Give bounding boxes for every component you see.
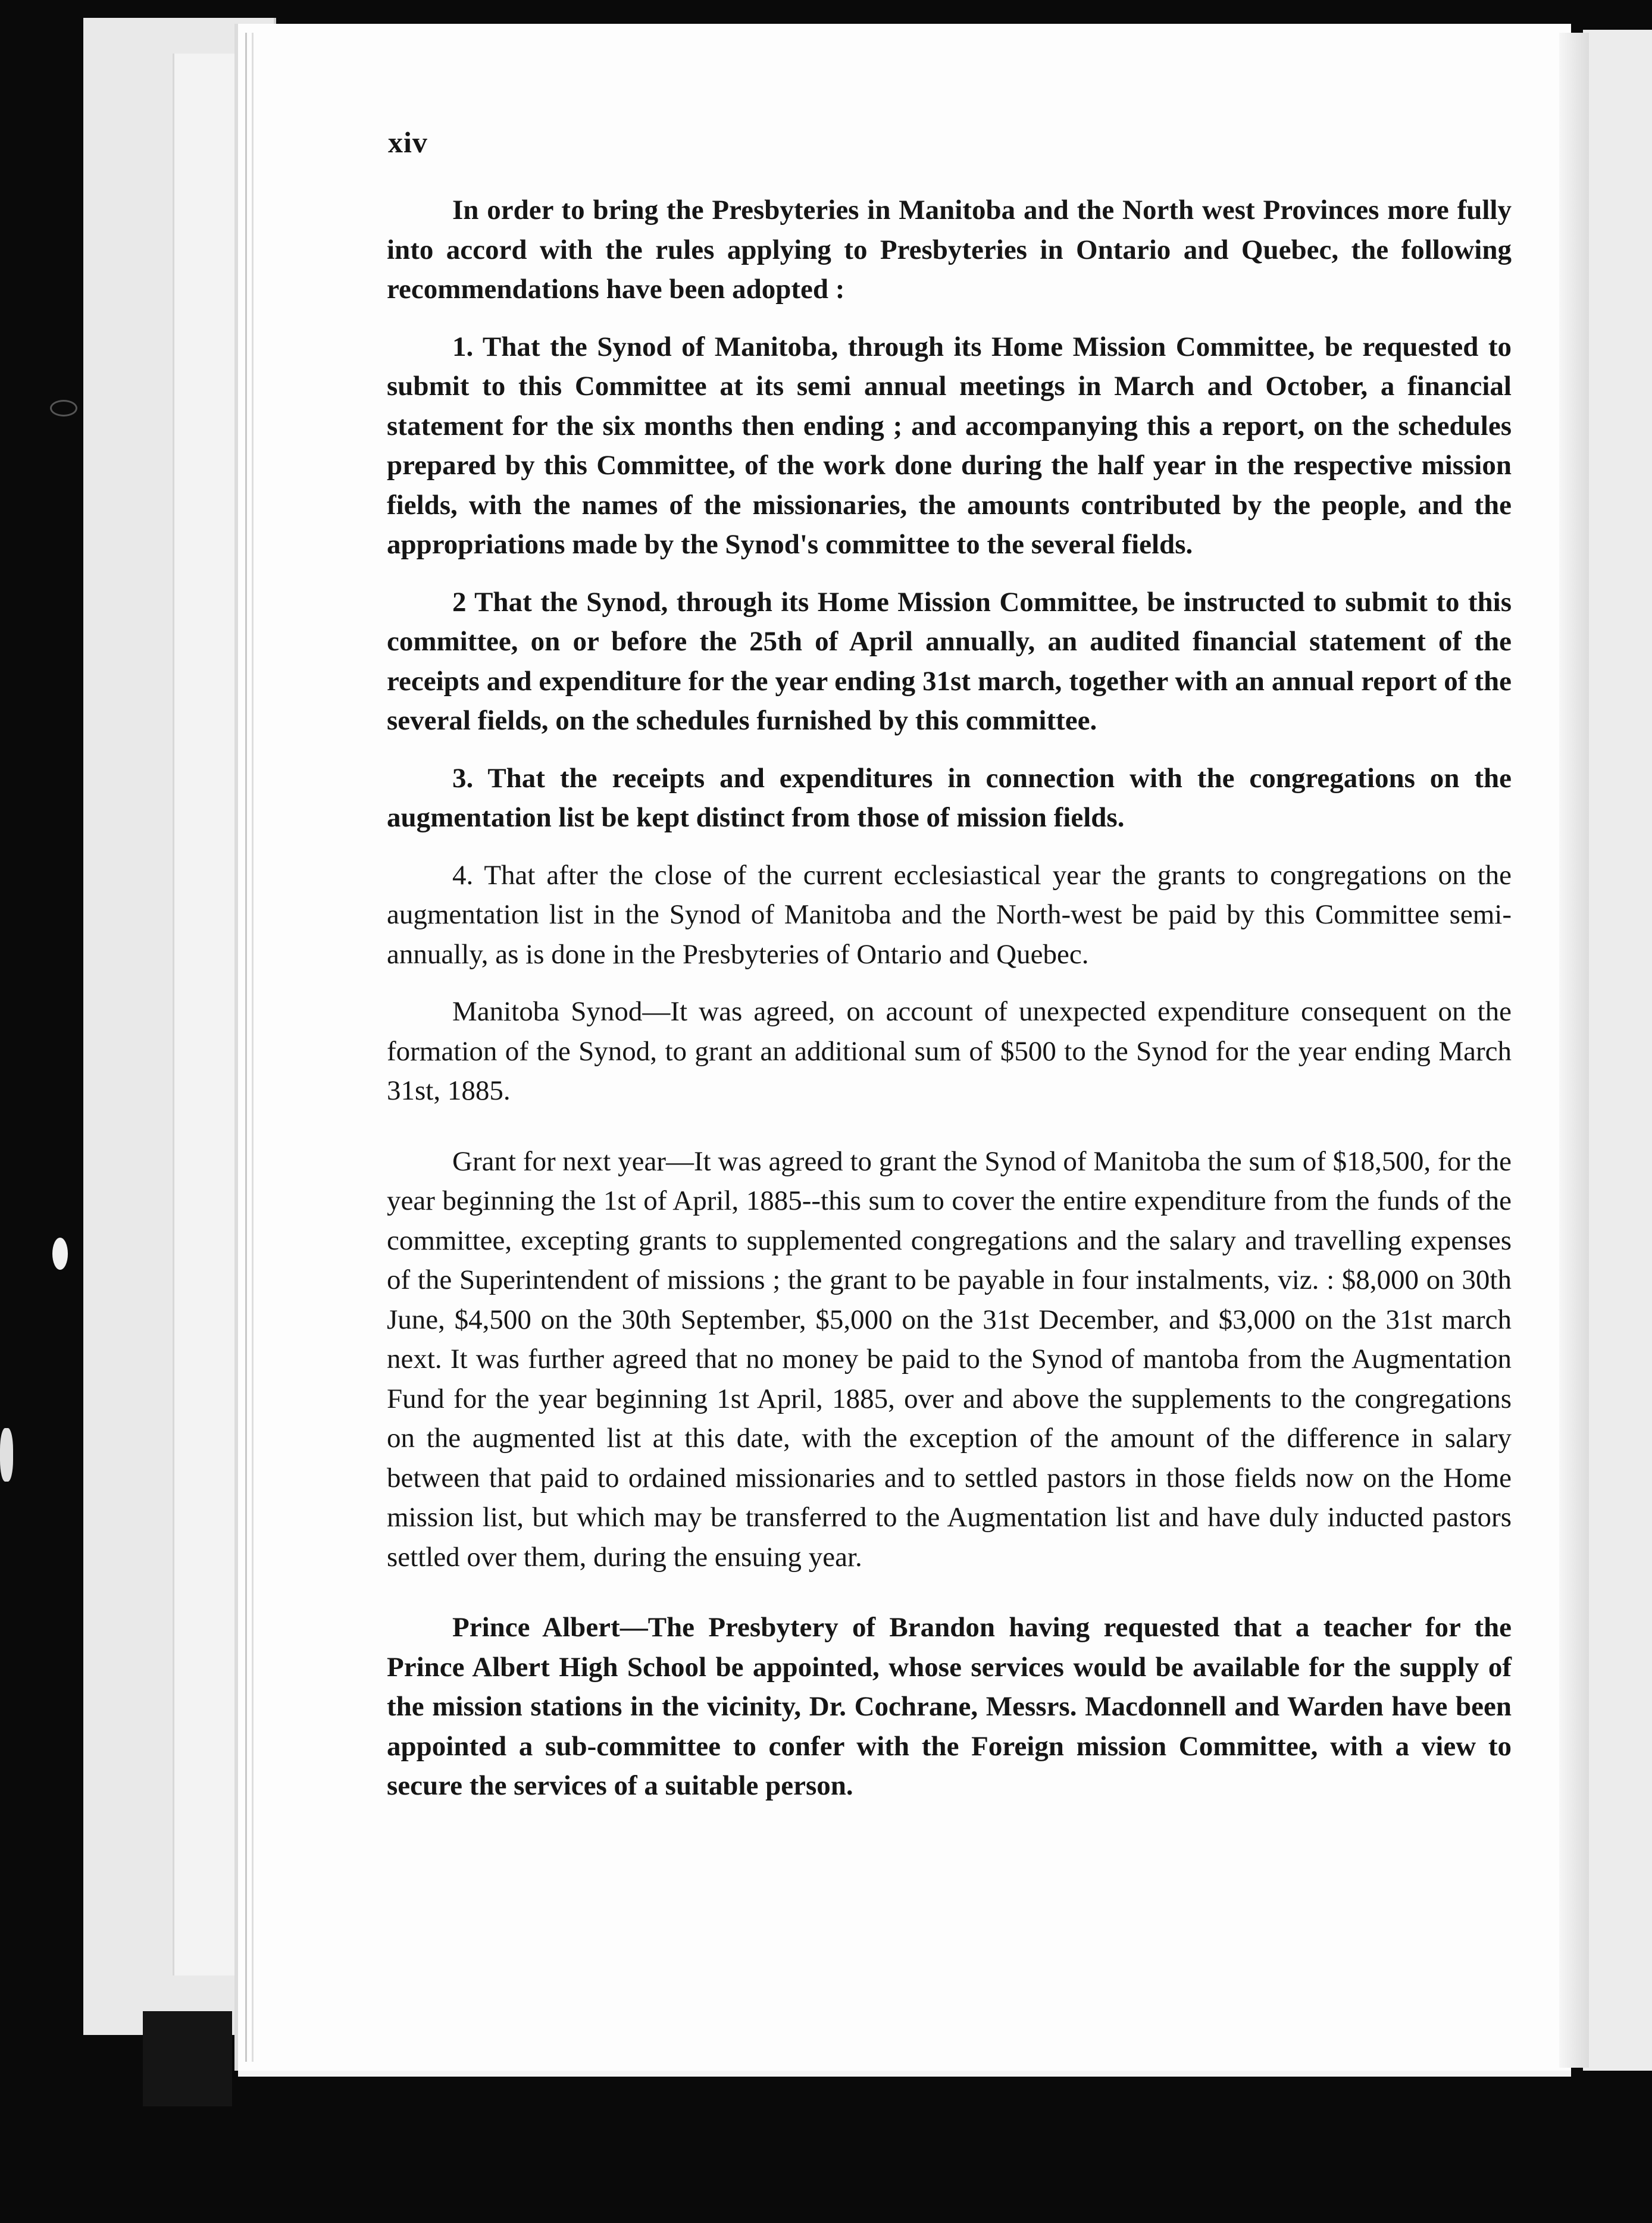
- recommendation-4: 4. That after the close of the current ecclesiastical year the grants to congregations on the augmentation list in the Synod of Manitoba and the North-west be paid by this Committee semi-annually, as is done in the Presbyteries of Ontario and Quebec.: [387, 859, 1512, 970]
- grant-next-year-paragraph: Grant for next year—It was agreed to grant the Synod of Manitoba the sum of $18,500, for the year beginning the 1st of April, 1885--this sum to cover the entire expenditure from the funds of the committee, excepting grants to supplemented congregations and the salary and travelling expenses of the Superintendent of missions ; the grant to be payable in four instalments, viz. : $8,000 on 30th June, $4,500 on the 30th September, $5,000 on the 31st December, and $3,000 on the 31st march next. It was further agreed that no money be paid to the Synod of mantoba from the Augmentation Fund for the year beginning 1st April, 1885, over and above the supplements to the congregations on the augmented list at this date, with the exception of the amount of the difference in salary between that paid to ordained missionaries and to settled pastors in those fields now on the Home mission list, but which may be transferred to the Augmentation list and have duly inducted pastors settled over them, during the ensuing year.: [387, 1145, 1512, 1573]
- page-content: [387, 125, 1512, 1824]
- binding-shadow: [143, 2011, 232, 2106]
- intro-paragraph: In order to bring the Presbyteries in Manitoba and the North west Provinces more fully into accord with the rules applying to Presbyteries in Ontario and Quebec, the following recommendations have been adopted :: [387, 195, 1512, 305]
- recommendation-3: 3. That the receipts and expenditures in connection with the congregations on the augmentation list be kept distinct from those of mission fields.: [387, 762, 1512, 833]
- scan-blemish: [50, 400, 77, 417]
- page-right-shadow: [1559, 33, 1589, 2068]
- scan-blemish: [52, 1238, 68, 1270]
- page-gutter-edge: [245, 33, 254, 2062]
- manitoba-synod-paragraph: Manitoba Synod—It was agreed, on account of unexpected expenditure consequent on the formation of the Synod, to grant an additional sum of $500 to the Synod for the year ending March 31st, 1885.: [387, 996, 1512, 1106]
- facing-page-edge: [1583, 30, 1652, 2071]
- recommendation-2: 2 That the Synod, through its Home Mission Committee, be instructed to submit to this committee, on or before the 25th of April annually, an audited financial statement of the receipts and expenditure for the year ending 31st march, together with an annual report of the several fields, on the schedules furnished by this committee.: [387, 586, 1512, 736]
- recommendation-1: 1. That the Synod of Manitoba, through its Home Mission Committee, be requested to submit to this Committee at its semi annual meetings in March and October, a financial statement for the six months then ending ; and accompanying this a report, on the schedules prepared by this Committee, of the work done during the half year in the respective mission fields, with the names of the missionaries, the amounts contributed by the people, and the appropriations made by the Synod's committee to the several fields.: [387, 331, 1512, 560]
- prince-albert-paragraph: Prince Albert—The Presbytery of Brandon having requested that a teacher for the Prince Albert High School be appointed, whose services would be available for the supply of the mission stations in the vicinity, Dr. Cochrane, Messrs. Macdonnell and Warden have been appointed a sub-committee to confer with the Foreign mission Committee, with a view to secure the services of a suitable person.: [387, 1612, 1512, 1801]
- scan-blemish: [0, 1428, 13, 1482]
- page-number: xiv: [388, 126, 428, 159]
